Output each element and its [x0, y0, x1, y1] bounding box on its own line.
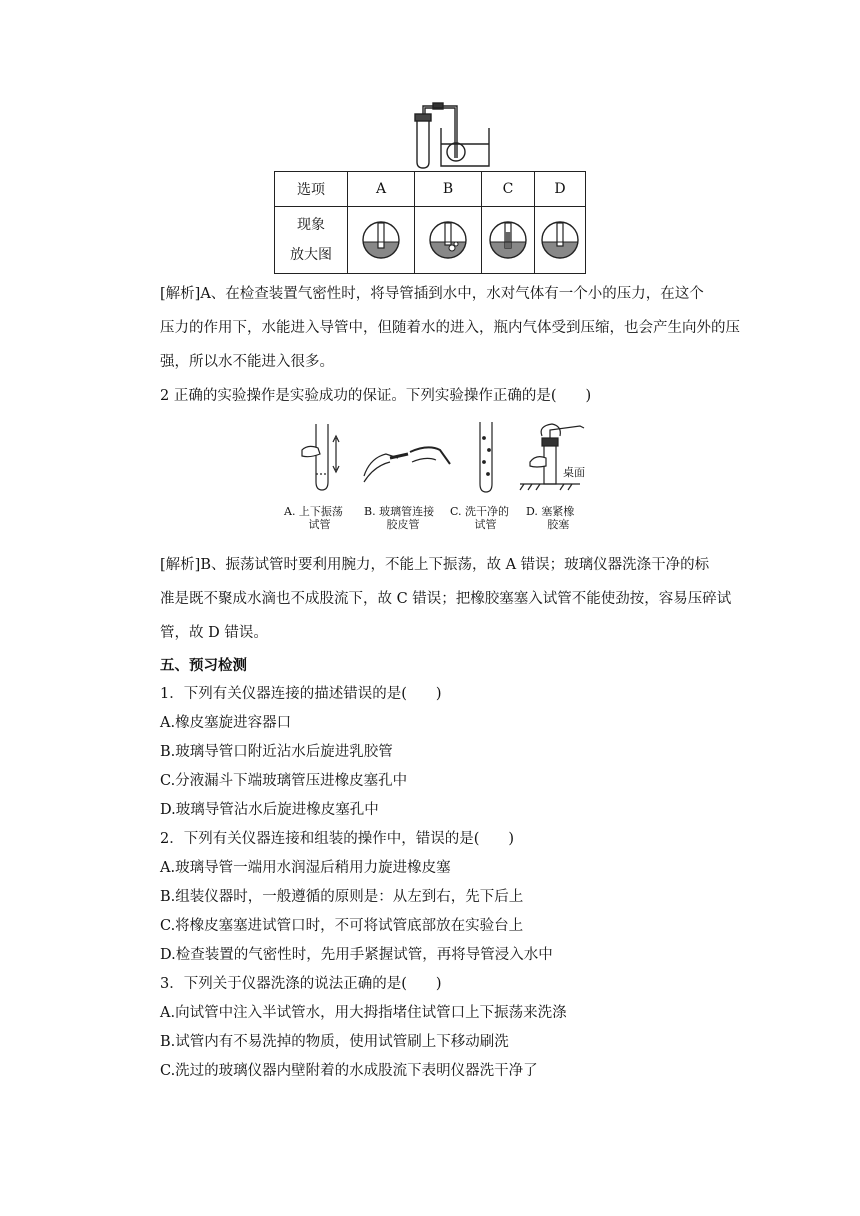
- q1-option-c: C.分液漏斗下端玻璃管压进橡皮塞孔中: [160, 773, 408, 789]
- magnified-a: [348, 207, 415, 274]
- ops-caption-b-line2: 胶皮管: [386, 518, 420, 531]
- ops-caption-a-line2: 试管: [308, 518, 331, 531]
- q1-option-d: D.玻璃导管沾水后旋进橡皮塞孔中: [160, 802, 379, 818]
- question2-stem: 2 正确的实验操作是实验成功的保证。下列实验操作正确的是( ): [160, 388, 592, 404]
- q2-option-a: A.玻璃导管一端用水润湿后稍用力旋进橡皮塞: [160, 860, 451, 876]
- magnified-view-b-icon: [428, 220, 468, 260]
- analysis1-line2: 压力的作用下，水能进入导管中，但随着水的进入，瓶内气体受到压缩，也会产生向外的压: [160, 320, 740, 336]
- operations-figure: [280, 418, 600, 498]
- ops-caption-c: [450, 505, 509, 531]
- ops-caption-c-line1: C. 洗干净的: [450, 505, 510, 518]
- header-label: 选项: [275, 172, 348, 207]
- airtightness-apparatus-figure: [405, 102, 495, 170]
- q1-stem: 1．下列有关仪器连接的描述错误的是( ): [160, 686, 442, 702]
- ops-caption-b: [364, 505, 434, 531]
- row-label-line1: 现象: [297, 217, 325, 233]
- row-label: [275, 207, 348, 274]
- option-a: A: [348, 172, 415, 207]
- q1-option-b: B.玻璃导管口附近沾水后旋进乳胶管: [160, 744, 393, 760]
- q3-stem: 3．下列关于仪器洗涤的说法正确的是( ): [160, 976, 442, 992]
- analysis2-line2: 准是既不聚成水滴也不成股流下，故 C 错误；把橡胶塞塞入试管不能使劲按，容易压碎试: [160, 591, 732, 607]
- option-c: C: [482, 172, 535, 207]
- ops-caption-d: [526, 505, 574, 531]
- magnified-view-c-icon: [488, 220, 528, 260]
- magnified-d: [535, 207, 586, 274]
- analysis1-line1: [解析]A、在检查装置气密性时，将导管插到水中，水对气体有一个小的压力，在这个: [160, 286, 704, 302]
- q2-option-d: D.检查装置的气密性时，先用手紧握试管，再将导管浸入水中: [160, 947, 553, 963]
- ops-caption-d-line2: 胶塞: [547, 518, 570, 531]
- q2-option-b: B.组装仪器时，一般遵循的原则是：从左到右，先下后上: [160, 889, 524, 905]
- table-surface-label: 桌面: [563, 466, 585, 479]
- analysis2-line3: 管，故 D 错误。: [160, 625, 268, 641]
- q3-option-a: A.向试管中注入半试管水，用大拇指堵住试管口上下振荡来洗涤: [160, 1005, 567, 1021]
- q2-option-c: C.将橡皮塞塞进试管口时，不可将试管底部放在实验台上: [160, 918, 524, 934]
- option-d: D: [535, 172, 586, 207]
- q2-stem: 2．下列有关仪器连接和组装的操作中，错误的是( ): [160, 831, 515, 847]
- q1-option-a: A.橡皮塞旋进容器口: [160, 715, 292, 731]
- section-title: 五、预习检测: [160, 657, 247, 674]
- magnified-b: [415, 207, 482, 274]
- magnified-c: [482, 207, 535, 274]
- q3-option-c: C.洗过的玻璃仪器内壁附着的水成股流下表明仪器洗干净了: [160, 1063, 538, 1079]
- analysis2-line1: [解析]B、振荡试管时要利用腕力，不能上下振荡，故 A 错误；玻璃仪器洗涤干净的标: [160, 557, 710, 573]
- ops-caption-a: [284, 505, 343, 531]
- ops-caption-c-line2: 试管: [474, 518, 497, 531]
- ops-caption-b-line1: B. 玻璃管连接: [364, 505, 435, 518]
- options-table: [274, 171, 586, 274]
- ops-caption-a-line1: A. 上下振荡: [284, 505, 343, 518]
- q3-option-b: B.试管内有不易洗掉的物质，使用试管刷上下移动刷洗: [160, 1034, 509, 1050]
- option-b: B: [415, 172, 482, 207]
- magnified-view-a-icon: [361, 220, 401, 260]
- ops-caption-d-line1: D. 塞紧橡: [526, 505, 575, 518]
- row-label-line2: 放大图: [290, 247, 332, 263]
- magnified-view-d-icon: [540, 220, 580, 260]
- analysis1-line3: 强，所以水不能进入很多。: [160, 354, 334, 370]
